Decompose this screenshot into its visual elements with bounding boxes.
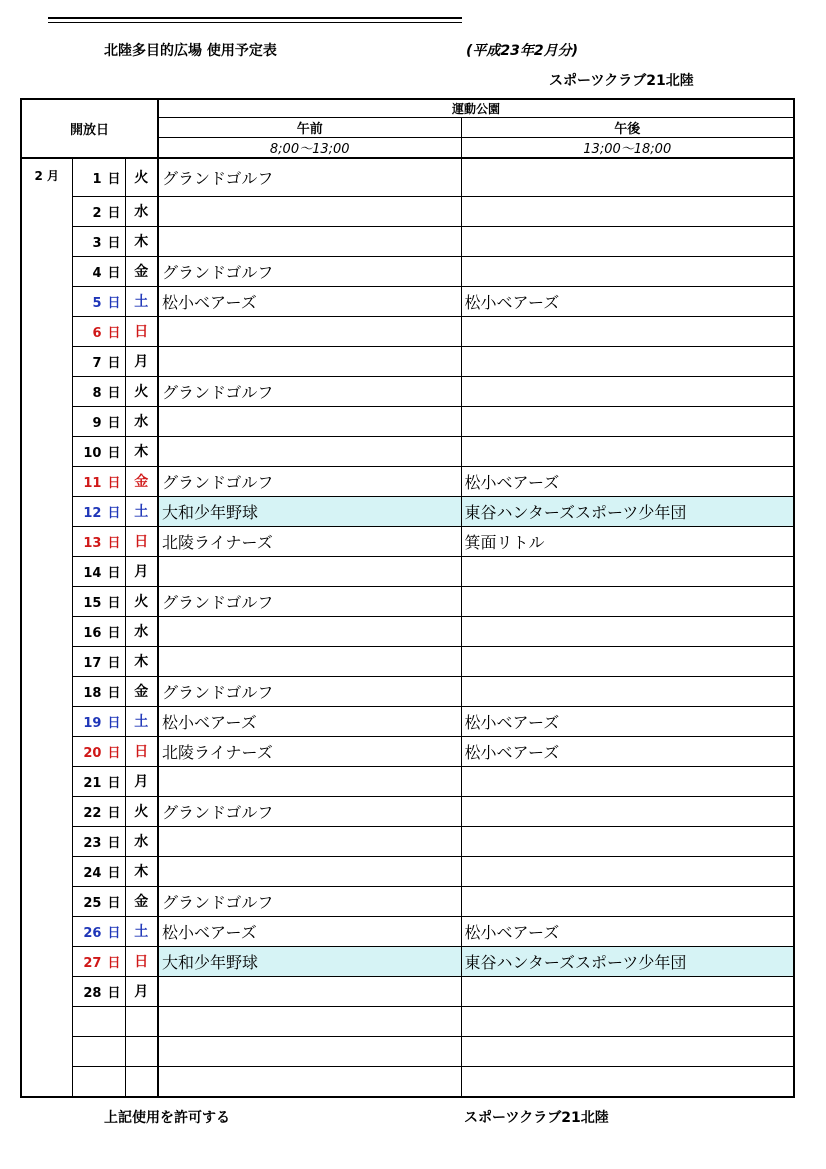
day-suffix: 日 — [107, 835, 121, 851]
pm-event-cell — [461, 256, 794, 286]
day-suffix: 日 — [107, 295, 121, 311]
weekday-cell: 水 — [125, 616, 158, 646]
day-suffix: 日 — [107, 925, 121, 941]
am-event-cell — [158, 826, 461, 856]
day-number: 22 — [83, 805, 102, 821]
day-number: 8 — [92, 385, 102, 401]
am-event-cell: 松小ベアーズ — [158, 916, 461, 946]
day-suffix: 日 — [107, 865, 121, 881]
day-number: 11 — [83, 475, 102, 491]
table-row — [21, 616, 794, 646]
pm-event-cell — [461, 796, 794, 826]
blank-cell — [158, 1066, 461, 1097]
blank-cell — [72, 1006, 125, 1036]
pm-event-cell — [461, 646, 794, 676]
pm-event-cell — [461, 346, 794, 376]
day-suffix: 日 — [107, 595, 121, 611]
am-event-cell — [158, 346, 461, 376]
footer-organization: スポーツクラブ21北陸 — [464, 1110, 609, 1126]
table-row — [21, 196, 794, 226]
day-number: 10 — [83, 445, 102, 461]
pm-event-cell — [461, 976, 794, 1006]
month-cell-empty — [21, 556, 72, 586]
pm-event-cell — [461, 766, 794, 796]
month-cell-empty — [21, 586, 72, 616]
day-number: 15 — [83, 595, 102, 611]
day-number: 1 — [92, 171, 102, 187]
open-day-header: 開放日 — [21, 99, 158, 158]
day-cell — [72, 406, 125, 436]
blank-row — [21, 1036, 794, 1066]
am-event-cell — [158, 766, 461, 796]
schedule-body — [21, 158, 794, 1097]
month-cell-empty — [21, 706, 72, 736]
day-suffix: 日 — [107, 355, 121, 371]
day-cell — [72, 766, 125, 796]
day-number: 16 — [83, 625, 102, 641]
am-event-cell: グランドゴルフ — [158, 466, 461, 496]
day-number: 27 — [83, 955, 102, 971]
day-cell — [72, 196, 125, 226]
am-event-cell: グランドゴルフ — [158, 676, 461, 706]
month-cell-empty — [21, 976, 72, 1006]
weekday-cell: 月 — [125, 346, 158, 376]
weekday-cell: 日 — [125, 736, 158, 766]
month-cell-empty — [21, 886, 72, 916]
blank-cell — [125, 1036, 158, 1066]
day-number: 6 — [92, 325, 102, 341]
weekday-cell: 火 — [125, 586, 158, 616]
day-number: 25 — [83, 895, 102, 911]
day-number: 24 — [83, 865, 102, 881]
blank-cell — [72, 1036, 125, 1066]
day-suffix: 日 — [107, 171, 121, 187]
day-cell — [72, 856, 125, 886]
month-cell-empty — [21, 526, 72, 556]
day-number: 3 — [92, 235, 102, 251]
weekday-cell: 木 — [125, 436, 158, 466]
month-cell-empty — [21, 676, 72, 706]
blank-cell — [158, 1006, 461, 1036]
pm-event-cell: 松小ベアーズ — [461, 916, 794, 946]
month-cell-empty — [21, 646, 72, 676]
pm-event-cell — [461, 436, 794, 466]
pm-event-cell — [461, 316, 794, 346]
month-cell-empty — [21, 766, 72, 796]
weekday-cell: 日 — [125, 526, 158, 556]
day-suffix: 日 — [107, 385, 121, 401]
pm-time-header: 13;00～18;00 — [461, 138, 794, 159]
day-number: 4 — [92, 265, 102, 281]
day-number: 9 — [92, 415, 102, 431]
day-suffix: 日 — [107, 205, 121, 221]
blank-cell — [21, 1006, 72, 1036]
month-cell-empty — [21, 826, 72, 856]
day-cell — [72, 646, 125, 676]
am-event-cell: グランドゴルフ — [158, 886, 461, 916]
pm-event-cell: 東谷ハンターズスポーツ少年団 — [461, 496, 794, 526]
day-number: 5 — [92, 295, 102, 311]
month-cell: 2 月 — [21, 158, 72, 196]
day-cell — [72, 286, 125, 316]
pm-event-cell — [461, 886, 794, 916]
blank-row — [21, 1066, 794, 1097]
month-cell-empty — [21, 436, 72, 466]
am-event-cell — [158, 436, 461, 466]
weekday-cell: 水 — [125, 406, 158, 436]
day-suffix: 日 — [107, 985, 121, 1001]
blank-cell — [461, 1006, 794, 1036]
weekday-cell: 木 — [125, 226, 158, 256]
pm-event-cell — [461, 676, 794, 706]
pm-event-cell — [461, 226, 794, 256]
weekday-cell: 月 — [125, 556, 158, 586]
table-row — [21, 586, 794, 616]
pm-event-cell — [461, 158, 794, 196]
day-cell — [72, 346, 125, 376]
am-event-cell: 松小ベアーズ — [158, 286, 461, 316]
table-row — [21, 256, 794, 286]
pm-event-cell: 松小ベアーズ — [461, 286, 794, 316]
am-event-cell: グランドゴルフ — [158, 158, 461, 196]
schedule-table — [20, 98, 795, 1098]
table-row — [21, 826, 794, 856]
pm-event-cell — [461, 376, 794, 406]
blank-cell — [125, 1006, 158, 1036]
month-cell-empty — [21, 406, 72, 436]
table-row — [21, 466, 794, 496]
table-row — [21, 316, 794, 346]
am-event-cell: グランドゴルフ — [158, 586, 461, 616]
pm-event-cell — [461, 616, 794, 646]
day-suffix: 日 — [107, 325, 121, 341]
day-number: 17 — [83, 655, 102, 671]
blank-cell — [461, 1036, 794, 1066]
blank-cell — [125, 1066, 158, 1097]
day-cell — [72, 226, 125, 256]
table-row — [21, 226, 794, 256]
month-cell-empty — [21, 256, 72, 286]
venue-header: 運動公園 — [158, 99, 794, 118]
am-event-cell: グランドゴルフ — [158, 256, 461, 286]
day-cell — [72, 256, 125, 286]
am-event-cell: 北陵ライナーズ — [158, 526, 461, 556]
table-row — [21, 158, 794, 196]
table-row — [21, 796, 794, 826]
table-row — [21, 916, 794, 946]
pm-event-cell — [461, 196, 794, 226]
day-number: 19 — [83, 715, 102, 731]
day-cell — [72, 886, 125, 916]
document-title: 北陸多目的広場 使用予定表 — [104, 43, 277, 59]
pm-event-cell — [461, 406, 794, 436]
table-row — [21, 526, 794, 556]
table-row — [21, 766, 794, 796]
table-row — [21, 556, 794, 586]
am-event-cell — [158, 226, 461, 256]
month-cell-empty — [21, 946, 72, 976]
weekday-cell: 月 — [125, 766, 158, 796]
am-event-cell: 大和少年野球 — [158, 496, 461, 526]
weekday-cell: 水 — [125, 826, 158, 856]
am-event-cell — [158, 196, 461, 226]
day-suffix: 日 — [107, 775, 121, 791]
period-label: (平成23年2月分) — [466, 43, 579, 59]
day-suffix: 日 — [107, 715, 121, 731]
weekday-cell: 日 — [125, 946, 158, 976]
am-event-cell — [158, 616, 461, 646]
day-suffix: 日 — [107, 655, 121, 671]
weekday-cell: 月 — [125, 976, 158, 1006]
table-row — [21, 676, 794, 706]
day-number: 20 — [83, 745, 102, 761]
table-row — [21, 946, 794, 976]
day-number: 23 — [83, 835, 102, 851]
month-cell-empty — [21, 196, 72, 226]
weekday-cell: 木 — [125, 856, 158, 886]
month-cell-empty — [21, 346, 72, 376]
day-cell — [72, 976, 125, 1006]
month-cell-empty — [21, 856, 72, 886]
table-row — [21, 346, 794, 376]
am-event-cell — [158, 976, 461, 1006]
day-cell — [72, 676, 125, 706]
weekday-cell: 木 — [125, 646, 158, 676]
month-cell-empty — [21, 376, 72, 406]
day-cell — [72, 436, 125, 466]
pm-event-cell: 松小ベアーズ — [461, 706, 794, 736]
am-event-cell: 北陵ライナーズ — [158, 736, 461, 766]
blank-cell — [21, 1066, 72, 1097]
blank-cell — [461, 1066, 794, 1097]
day-cell — [72, 316, 125, 346]
month-cell-empty — [21, 736, 72, 766]
pm-event-cell — [461, 826, 794, 856]
am-event-cell: グランドゴルフ — [158, 796, 461, 826]
day-number: 26 — [83, 925, 102, 941]
month-cell-empty — [21, 316, 72, 346]
weekday-cell: 火 — [125, 158, 158, 196]
day-number: 18 — [83, 685, 102, 701]
table-row — [21, 706, 794, 736]
day-cell — [72, 706, 125, 736]
table-row — [21, 436, 794, 466]
weekday-cell: 火 — [125, 796, 158, 826]
am-time-header: 8;00～13;00 — [158, 138, 461, 159]
day-suffix: 日 — [107, 895, 121, 911]
pm-event-cell — [461, 556, 794, 586]
weekday-cell: 火 — [125, 376, 158, 406]
day-cell — [72, 496, 125, 526]
day-cell — [72, 616, 125, 646]
day-suffix: 日 — [107, 745, 121, 761]
pm-event-cell: 東谷ハンターズスポーツ少年団 — [461, 946, 794, 976]
weekday-cell: 金 — [125, 466, 158, 496]
pm-event-cell — [461, 586, 794, 616]
day-suffix: 日 — [107, 625, 121, 641]
day-suffix: 日 — [107, 475, 121, 491]
pm-event-cell — [461, 856, 794, 886]
month-cell-empty — [21, 226, 72, 256]
day-suffix: 日 — [107, 235, 121, 251]
table-row — [21, 496, 794, 526]
am-event-cell — [158, 316, 461, 346]
month-cell-empty — [21, 916, 72, 946]
day-number: 7 — [92, 355, 102, 371]
day-cell — [72, 466, 125, 496]
month-cell-empty — [21, 286, 72, 316]
blank-cell — [21, 1036, 72, 1066]
table-row — [21, 976, 794, 1006]
table-row — [21, 736, 794, 766]
table-row — [21, 886, 794, 916]
am-event-cell — [158, 406, 461, 436]
am-event-cell: 大和少年野球 — [158, 946, 461, 976]
day-suffix: 日 — [107, 265, 121, 281]
am-event-cell — [158, 646, 461, 676]
month-cell-empty — [21, 496, 72, 526]
day-cell — [72, 158, 125, 196]
day-number: 12 — [83, 505, 102, 521]
month-cell-empty — [21, 466, 72, 496]
table-row — [21, 286, 794, 316]
day-suffix: 日 — [107, 805, 121, 821]
table-row — [21, 646, 794, 676]
day-cell — [72, 376, 125, 406]
day-number: 21 — [83, 775, 102, 791]
top-rule — [48, 17, 462, 19]
am-header: 午前 — [158, 118, 461, 138]
blank-row — [21, 1006, 794, 1036]
day-cell — [72, 826, 125, 856]
month-cell-empty — [21, 796, 72, 826]
weekday-cell: 水 — [125, 196, 158, 226]
blank-cell — [158, 1036, 461, 1066]
month-cell-empty — [21, 616, 72, 646]
pm-header: 午後 — [461, 118, 794, 138]
blank-cell — [72, 1066, 125, 1097]
day-suffix: 日 — [107, 505, 121, 521]
weekday-cell: 金 — [125, 256, 158, 286]
day-number: 2 — [92, 205, 102, 221]
weekday-cell: 土 — [125, 496, 158, 526]
day-cell — [72, 796, 125, 826]
weekday-cell: 土 — [125, 916, 158, 946]
organization-label: スポーツクラブ21北陸 — [549, 73, 694, 89]
pm-event-cell: 箕面リトル — [461, 526, 794, 556]
day-suffix: 日 — [107, 445, 121, 461]
am-event-cell — [158, 556, 461, 586]
day-cell — [72, 946, 125, 976]
table-row — [21, 406, 794, 436]
day-number: 14 — [83, 565, 102, 581]
day-cell — [72, 586, 125, 616]
am-event-cell: 松小ベアーズ — [158, 706, 461, 736]
day-number: 13 — [83, 535, 102, 551]
day-cell — [72, 526, 125, 556]
day-suffix: 日 — [107, 685, 121, 701]
top-rule-thin — [48, 22, 462, 23]
day-suffix: 日 — [107, 415, 121, 431]
weekday-cell: 金 — [125, 886, 158, 916]
day-number: 28 — [83, 985, 102, 1001]
table-row — [21, 856, 794, 886]
day-suffix: 日 — [107, 535, 121, 551]
weekday-cell: 金 — [125, 676, 158, 706]
day-suffix: 日 — [107, 955, 121, 971]
table-row — [21, 376, 794, 406]
weekday-cell: 日 — [125, 316, 158, 346]
day-suffix: 日 — [107, 565, 121, 581]
day-cell — [72, 916, 125, 946]
day-cell — [72, 556, 125, 586]
weekday-cell: 土 — [125, 706, 158, 736]
am-event-cell — [158, 856, 461, 886]
permission-text: 上記使用を許可する — [104, 1110, 230, 1126]
pm-event-cell: 松小ベアーズ — [461, 466, 794, 496]
day-cell — [72, 736, 125, 766]
am-event-cell: グランドゴルフ — [158, 376, 461, 406]
pm-event-cell: 松小ベアーズ — [461, 736, 794, 766]
weekday-cell: 土 — [125, 286, 158, 316]
